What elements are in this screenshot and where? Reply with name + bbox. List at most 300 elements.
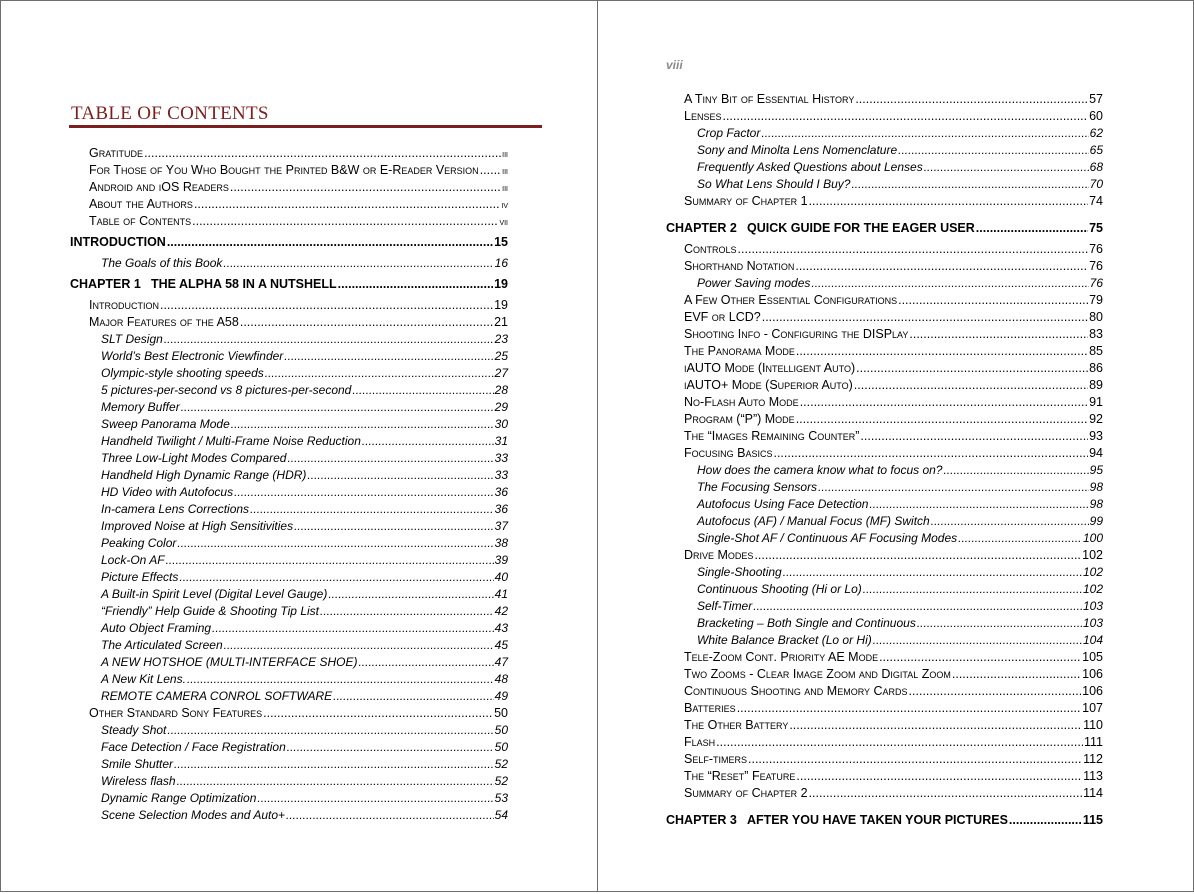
entry-title: No-Flash Auto Mode xyxy=(684,395,799,409)
entry-page: 74 xyxy=(1089,194,1103,208)
dot-leader xyxy=(231,416,494,433)
toc-entry[interactable] xyxy=(666,615,1103,632)
entry-page: 54 xyxy=(494,808,508,822)
entry-title xyxy=(666,808,1008,833)
entry-title: The Panorama Mode xyxy=(684,344,795,358)
heading-underline xyxy=(69,125,542,128)
entry-page: 36 xyxy=(494,485,508,499)
entry-title: Gratitude xyxy=(89,146,144,160)
entry-page: 85 xyxy=(1089,344,1103,358)
dot-leader xyxy=(352,382,493,399)
entry-title: Shooting Info - Configuring the DISPlay xyxy=(684,327,909,341)
entry-title: How does the camera know what to focus on? xyxy=(697,463,943,477)
toc-entry[interactable] xyxy=(70,484,508,501)
entry-page: 25 xyxy=(494,349,508,363)
entry-page: 41 xyxy=(494,587,508,601)
dot-leader xyxy=(796,411,1088,428)
entry-title: The Other Battery xyxy=(684,718,789,732)
entry-title: Shorthand Notation xyxy=(684,259,795,273)
entry-title: Dynamic Range Optimization xyxy=(101,791,257,805)
entry-title: EVF or LCD? xyxy=(684,310,761,324)
toc-entry[interactable] xyxy=(666,108,1103,125)
entry-title: Program (“P”) Mode xyxy=(684,412,795,426)
toc-entry[interactable] xyxy=(70,739,508,756)
toc-entry[interactable] xyxy=(70,196,508,213)
entry-title: Peaking Color xyxy=(101,536,177,550)
toc-entry[interactable] xyxy=(666,598,1103,615)
entry-title: About the Authors xyxy=(89,197,193,211)
dot-leader xyxy=(194,196,500,213)
entry-title xyxy=(666,216,975,241)
entry-title: The “Images Remaining Counter” xyxy=(684,429,860,443)
toc-entry[interactable] xyxy=(70,705,508,722)
dot-leader xyxy=(167,722,493,739)
entry-title: The Focusing Sensors xyxy=(697,480,818,494)
entry-title: Self-timers xyxy=(684,752,748,766)
toc-entry[interactable] xyxy=(70,213,508,230)
entry-title: Wireless flash xyxy=(101,774,176,788)
entry-page: 19 xyxy=(494,277,508,291)
entry-title: Two Zooms - Clear Image Zoom and Digital Zoom xyxy=(684,667,951,681)
dot-leader xyxy=(851,176,1088,193)
toc-entry[interactable] xyxy=(70,145,508,162)
entry-title: HD Video with Autofocus xyxy=(101,485,234,499)
entry-title: 5 pictures-per-second vs 8 pictures-per-second xyxy=(101,383,352,397)
dot-leader xyxy=(250,501,494,518)
dot-leader xyxy=(320,603,494,620)
dot-leader xyxy=(818,479,1089,496)
entry-page: 112 xyxy=(1083,752,1103,766)
entry-title: A Tiny Bit of Essential History xyxy=(684,92,855,106)
entry-page: 43 xyxy=(494,621,508,635)
entry-page: 104 xyxy=(1082,633,1103,647)
toc-entry[interactable] xyxy=(666,734,1103,751)
toc-entry[interactable] xyxy=(666,496,1103,513)
right-toc-list xyxy=(666,91,1103,833)
entry-page: 42 xyxy=(494,604,508,618)
dot-leader xyxy=(898,292,1088,309)
entry-title: Smile Shutter xyxy=(101,757,174,771)
entry-title: Crop Factor xyxy=(697,126,761,140)
entry-title: Introduction xyxy=(89,298,159,312)
toc-entry[interactable] xyxy=(70,416,508,433)
toc-entry[interactable] xyxy=(666,632,1103,649)
entry-page: 75 xyxy=(1089,221,1103,235)
dot-leader xyxy=(783,564,1082,581)
entry-title: A Built-in Spirit Level (Digital Level Gauge) xyxy=(101,587,328,601)
dot-leader xyxy=(167,230,493,255)
entry-page: 50 xyxy=(494,706,508,720)
dot-leader xyxy=(294,518,494,535)
entry-page: 103 xyxy=(1082,616,1103,630)
entry-page: 95 xyxy=(1089,463,1103,477)
toc-entry[interactable] xyxy=(666,768,1103,785)
entry-title: Table of Contents xyxy=(89,214,192,228)
toc-entry[interactable] xyxy=(70,756,508,773)
dot-leader xyxy=(263,705,493,722)
entry-title: Other Standard Sony Features xyxy=(89,706,263,720)
toc-entry[interactable] xyxy=(666,513,1103,530)
entry-page: 52 xyxy=(494,757,508,771)
chapter-title: THE ALPHA 58 IN A NUTSHELL xyxy=(151,277,337,291)
toc-entry[interactable] xyxy=(70,671,508,688)
entry-page: 19 xyxy=(494,298,508,312)
entry-page: 48 xyxy=(494,672,508,686)
toc-entry[interactable] xyxy=(666,326,1103,343)
toc-entry[interactable] xyxy=(70,179,508,196)
chapter-1-items xyxy=(70,297,508,824)
entry-page: 111 xyxy=(1083,735,1103,749)
entry-page: 86 xyxy=(1089,361,1103,375)
entry-page: 110 xyxy=(1083,718,1103,732)
entry-title: Power Saving modes xyxy=(697,276,811,290)
dot-leader xyxy=(144,145,501,162)
dot-leader xyxy=(909,326,1088,343)
entry-page: 23 xyxy=(494,332,508,346)
toc-entry[interactable] xyxy=(666,479,1103,496)
toc-entry[interactable] xyxy=(70,586,508,603)
toc-entry[interactable] xyxy=(70,365,508,382)
toc-entry[interactable] xyxy=(70,637,508,654)
entry-title: Controls xyxy=(684,242,737,256)
dot-leader xyxy=(160,297,493,314)
entry-title: Lock-On AF xyxy=(101,553,165,567)
dot-leader xyxy=(307,467,493,484)
dot-leader xyxy=(234,484,494,501)
entry-page: 91 xyxy=(1089,395,1103,409)
entry-page: 37 xyxy=(494,519,508,533)
toc-entry[interactable] xyxy=(70,255,508,272)
toc-entry[interactable] xyxy=(70,790,508,807)
dot-leader xyxy=(286,807,494,824)
toc-entry[interactable] xyxy=(666,258,1103,275)
dot-leader xyxy=(716,734,1083,751)
toc-entry[interactable] xyxy=(666,445,1103,462)
dot-leader xyxy=(212,620,494,637)
dot-leader xyxy=(898,142,1089,159)
toc-entry[interactable] xyxy=(666,91,1103,108)
dot-leader xyxy=(811,275,1088,292)
entry-page: 60 xyxy=(1089,109,1103,123)
entry-page: 31 xyxy=(494,434,508,448)
entry-page: 49 xyxy=(494,689,508,703)
chapter-label: CHAPTER 3 xyxy=(666,813,737,827)
toc-entry[interactable] xyxy=(70,162,508,179)
dot-leader xyxy=(230,179,501,196)
dot-leader xyxy=(177,773,494,790)
toc-entry[interactable] xyxy=(70,807,508,824)
entry-page: 80 xyxy=(1089,310,1103,324)
dot-leader xyxy=(753,598,1082,615)
entry-page: 100 xyxy=(1082,531,1103,545)
dot-leader xyxy=(284,348,493,365)
entry-title: Drive Modes xyxy=(684,548,754,562)
toc-entry[interactable] xyxy=(666,564,1103,581)
toc-entry[interactable] xyxy=(666,530,1103,547)
entry-page: 47 xyxy=(494,655,508,669)
dot-leader xyxy=(952,666,1081,683)
entry-title: White Balance Bracket (Lo or Hi) xyxy=(697,633,872,647)
toc-entry[interactable] xyxy=(70,603,508,620)
entry-page: 45 xyxy=(494,638,508,652)
entry-title: Summary of Chapter 2 xyxy=(684,786,808,800)
toc-entry[interactable] xyxy=(666,176,1103,193)
toc-entry[interactable] xyxy=(666,394,1103,411)
toc-entry[interactable] xyxy=(666,649,1103,666)
dot-leader xyxy=(722,108,1088,125)
entry-title: iAUTO Mode (Intelligent Auto) xyxy=(684,361,856,375)
entry-page: 36 xyxy=(494,502,508,516)
front-matter-list xyxy=(70,145,508,230)
toc-entry[interactable] xyxy=(70,501,508,518)
dot-leader xyxy=(362,433,494,450)
toc-entry[interactable] xyxy=(70,382,508,399)
entry-page: 98 xyxy=(1089,497,1103,511)
entry-page: 70 xyxy=(1089,177,1103,191)
entry-title: Three Low-Light Modes Compared xyxy=(101,451,287,465)
entry-page: 94 xyxy=(1089,446,1103,460)
dot-leader xyxy=(761,125,1088,142)
toc-entry[interactable] xyxy=(70,297,508,314)
dot-leader xyxy=(789,717,1082,734)
entry-page: 103 xyxy=(1082,599,1103,613)
left-toc-list xyxy=(70,145,508,824)
entry-title: INTRODUCTION xyxy=(70,235,166,249)
entry-title: Self-Timer xyxy=(697,599,753,613)
dot-leader xyxy=(943,462,1088,479)
entry-page: 102 xyxy=(1082,548,1103,562)
entry-title: Olympic-style shooting speeds xyxy=(101,366,264,380)
toc-entry[interactable] xyxy=(70,569,508,586)
dot-leader xyxy=(860,428,1088,445)
toc-entry[interactable] xyxy=(666,717,1103,734)
dot-leader xyxy=(328,586,493,603)
dot-leader xyxy=(737,700,1081,717)
toc-entry[interactable] xyxy=(666,309,1103,326)
dot-leader xyxy=(800,394,1088,411)
continued-items xyxy=(666,91,1103,210)
dot-leader xyxy=(809,193,1089,210)
dot-leader xyxy=(762,309,1088,326)
dot-leader xyxy=(796,343,1088,360)
entry-page: iii xyxy=(502,166,508,177)
toc-entry[interactable] xyxy=(70,654,508,671)
entry-title: Bracketing – Both Single and Continuous xyxy=(697,616,916,630)
entry-title: Continuous Shooting (Hi or Lo) xyxy=(697,582,862,596)
toc-entry[interactable] xyxy=(666,142,1103,159)
dot-leader xyxy=(795,258,1088,275)
entry-page: 99 xyxy=(1089,514,1103,528)
dot-leader xyxy=(224,637,494,654)
toc-entry[interactable] xyxy=(666,428,1103,445)
entry-page: 50 xyxy=(494,723,508,737)
toc-entry[interactable] xyxy=(70,620,508,637)
entry-page: 76 xyxy=(1089,276,1103,290)
toc-entry[interactable] xyxy=(666,751,1103,768)
toc-entry[interactable] xyxy=(70,348,508,365)
entry-page: 50 xyxy=(494,740,508,754)
entry-title: So What Lens Should I Buy? xyxy=(697,177,851,191)
chapter-title: AFTER YOU HAVE TAKEN YOUR PICTURES xyxy=(747,813,1008,827)
entry-title: Tele-Zoom Cont. Priority AE Mode xyxy=(684,650,879,664)
entry-title: Summary of Chapter 1 xyxy=(684,194,808,208)
entry-title: Focusing Basics xyxy=(684,446,773,460)
dot-leader xyxy=(179,569,493,586)
entry-title: Autofocus (AF) / Manual Focus (MF) Switch xyxy=(697,514,930,528)
entry-page: 92 xyxy=(1089,412,1103,426)
toc-entry[interactable] xyxy=(70,688,508,705)
toc-entry[interactable] xyxy=(70,450,508,467)
toc-entry[interactable] xyxy=(70,722,508,739)
chapter-title: QUICK GUIDE FOR THE EAGER USER xyxy=(747,221,975,235)
entry-page: 105 xyxy=(1082,650,1103,664)
entry-page: 33 xyxy=(494,468,508,482)
dot-leader xyxy=(177,535,493,552)
toc-entry[interactable] xyxy=(666,292,1103,309)
dot-leader xyxy=(338,272,493,297)
entry-page: 38 xyxy=(494,536,508,550)
toc-entry[interactable] xyxy=(666,343,1103,360)
toc-entry[interactable] xyxy=(666,159,1103,176)
entry-title: Frequently Asked Questions about Lenses xyxy=(697,160,923,174)
dot-leader xyxy=(1009,808,1082,833)
entry-title: World’s Best Electronic Viewfinder xyxy=(101,349,284,363)
dot-leader xyxy=(773,445,1088,462)
entry-page: 76 xyxy=(1089,242,1103,256)
page-number: viii xyxy=(666,58,683,72)
entry-page: 113 xyxy=(1083,769,1103,783)
entry-page: 28 xyxy=(494,383,508,397)
toc-entry[interactable] xyxy=(666,462,1103,479)
dot-leader xyxy=(856,360,1088,377)
toc-entry[interactable] xyxy=(70,314,508,331)
entry-title: Picture Effects xyxy=(101,570,179,584)
entry-page: 57 xyxy=(1089,92,1103,106)
dot-leader xyxy=(754,547,1081,564)
entry-title: Steady Shot xyxy=(101,723,167,737)
dot-leader xyxy=(869,496,1088,513)
entry-page: 115 xyxy=(1082,813,1103,827)
entry-page: 16 xyxy=(494,256,508,270)
entry-page: 65 xyxy=(1089,143,1103,157)
entry-page: 83 xyxy=(1089,327,1103,341)
toc-entry[interactable] xyxy=(666,125,1103,142)
entry-page: 21 xyxy=(494,315,508,329)
entry-page: 98 xyxy=(1089,480,1103,494)
toc-entry[interactable] xyxy=(666,700,1103,717)
toc-entry[interactable] xyxy=(70,433,508,450)
toc-entry[interactable] xyxy=(666,241,1103,258)
dot-leader xyxy=(174,756,494,773)
entry-page: 27 xyxy=(494,366,508,380)
dot-leader xyxy=(931,513,1089,530)
dot-leader xyxy=(854,377,1088,394)
entry-page: 40 xyxy=(494,570,508,584)
dot-leader xyxy=(257,790,493,807)
introduction-entry[interactable] xyxy=(70,230,508,255)
toc-entry[interactable] xyxy=(666,275,1103,292)
entry-page: 102 xyxy=(1082,582,1103,596)
dot-leader xyxy=(855,91,1088,108)
dot-leader xyxy=(192,213,498,230)
toc-entry[interactable] xyxy=(666,683,1103,700)
toc-entry[interactable] xyxy=(666,547,1103,564)
entry-title: “Friendly” Help Guide & Shooting Tip List xyxy=(101,604,319,618)
dot-leader xyxy=(181,399,494,416)
entry-page: iv xyxy=(501,200,508,211)
dot-leader xyxy=(164,331,494,348)
entry-page: 76 xyxy=(1089,259,1103,273)
toc-entry[interactable] xyxy=(666,785,1103,802)
dot-leader xyxy=(809,785,1082,802)
dot-leader xyxy=(924,159,1089,176)
entry-title: iAUTO+ Mode (Superior Auto) xyxy=(684,378,853,392)
toc-entry[interactable] xyxy=(70,331,508,348)
dot-leader xyxy=(738,241,1089,258)
entry-title: For Those of You Who Bought the Printed B&W or E-Reader Version xyxy=(89,163,479,177)
toc-entry[interactable] xyxy=(666,360,1103,377)
entry-page: 79 xyxy=(1089,293,1103,307)
entry-title: The Articulated Screen xyxy=(101,638,223,652)
dot-leader xyxy=(480,162,501,179)
entry-page: 102 xyxy=(1082,565,1103,579)
entry-title: Android and iOS Readers xyxy=(89,180,229,194)
entry-title: Single-Shooting xyxy=(697,565,782,579)
toc-entry[interactable] xyxy=(70,535,508,552)
chapter-2-items xyxy=(666,241,1103,802)
entry-page: 30 xyxy=(494,417,508,431)
introduction-items xyxy=(70,255,508,272)
entry-title: Improved Noise at High Sensitivities xyxy=(101,519,294,533)
toc-entry[interactable] xyxy=(70,467,508,484)
toc-entry[interactable] xyxy=(70,399,508,416)
entry-page: 114 xyxy=(1083,786,1103,800)
entry-title: A NEW HOTSHOE (MULTI-INTERFACE SHOE) xyxy=(101,655,358,669)
dot-leader xyxy=(873,632,1082,649)
entry-page: 106 xyxy=(1082,667,1103,681)
entry-page: 33 xyxy=(494,451,508,465)
entry-title: Autofocus Using Face Detection xyxy=(697,497,869,511)
entry-title: In-camera Lens Corrections xyxy=(101,502,250,516)
toc-entry[interactable] xyxy=(70,518,508,535)
chapter-3-entry[interactable] xyxy=(666,808,1103,833)
entry-page: 39 xyxy=(494,553,508,567)
toc-entry[interactable] xyxy=(70,552,508,569)
entry-page: 52 xyxy=(494,774,508,788)
chapter-label: CHAPTER 1 xyxy=(70,277,141,291)
entry-page: 62 xyxy=(1089,126,1103,140)
chapter-1-entry[interactable] xyxy=(70,272,508,297)
dot-leader xyxy=(796,768,1082,785)
dot-leader xyxy=(166,552,494,569)
entry-page: 107 xyxy=(1082,701,1103,715)
toc-entry[interactable] xyxy=(666,377,1103,394)
entry-title: The “Reset” Feature xyxy=(684,769,796,783)
toc-entry[interactable] xyxy=(666,193,1103,210)
toc-entry[interactable] xyxy=(666,666,1103,683)
entry-page: 53 xyxy=(494,791,508,805)
chapter-2-entry[interactable] xyxy=(666,216,1103,241)
entry-title: Memory Buffer xyxy=(101,400,180,414)
entry-title: REMOTE CAMERA CONROL SOFTWARE xyxy=(101,689,333,703)
entry-title: Scene Selection Modes and Auto+ xyxy=(101,808,286,822)
toc-entry[interactable] xyxy=(666,581,1103,598)
entry-page: vii xyxy=(499,217,508,228)
entry-title: Auto Object Framing xyxy=(101,621,212,635)
toc-entry[interactable] xyxy=(666,411,1103,428)
toc-entry[interactable] xyxy=(70,773,508,790)
dot-leader xyxy=(909,683,1082,700)
